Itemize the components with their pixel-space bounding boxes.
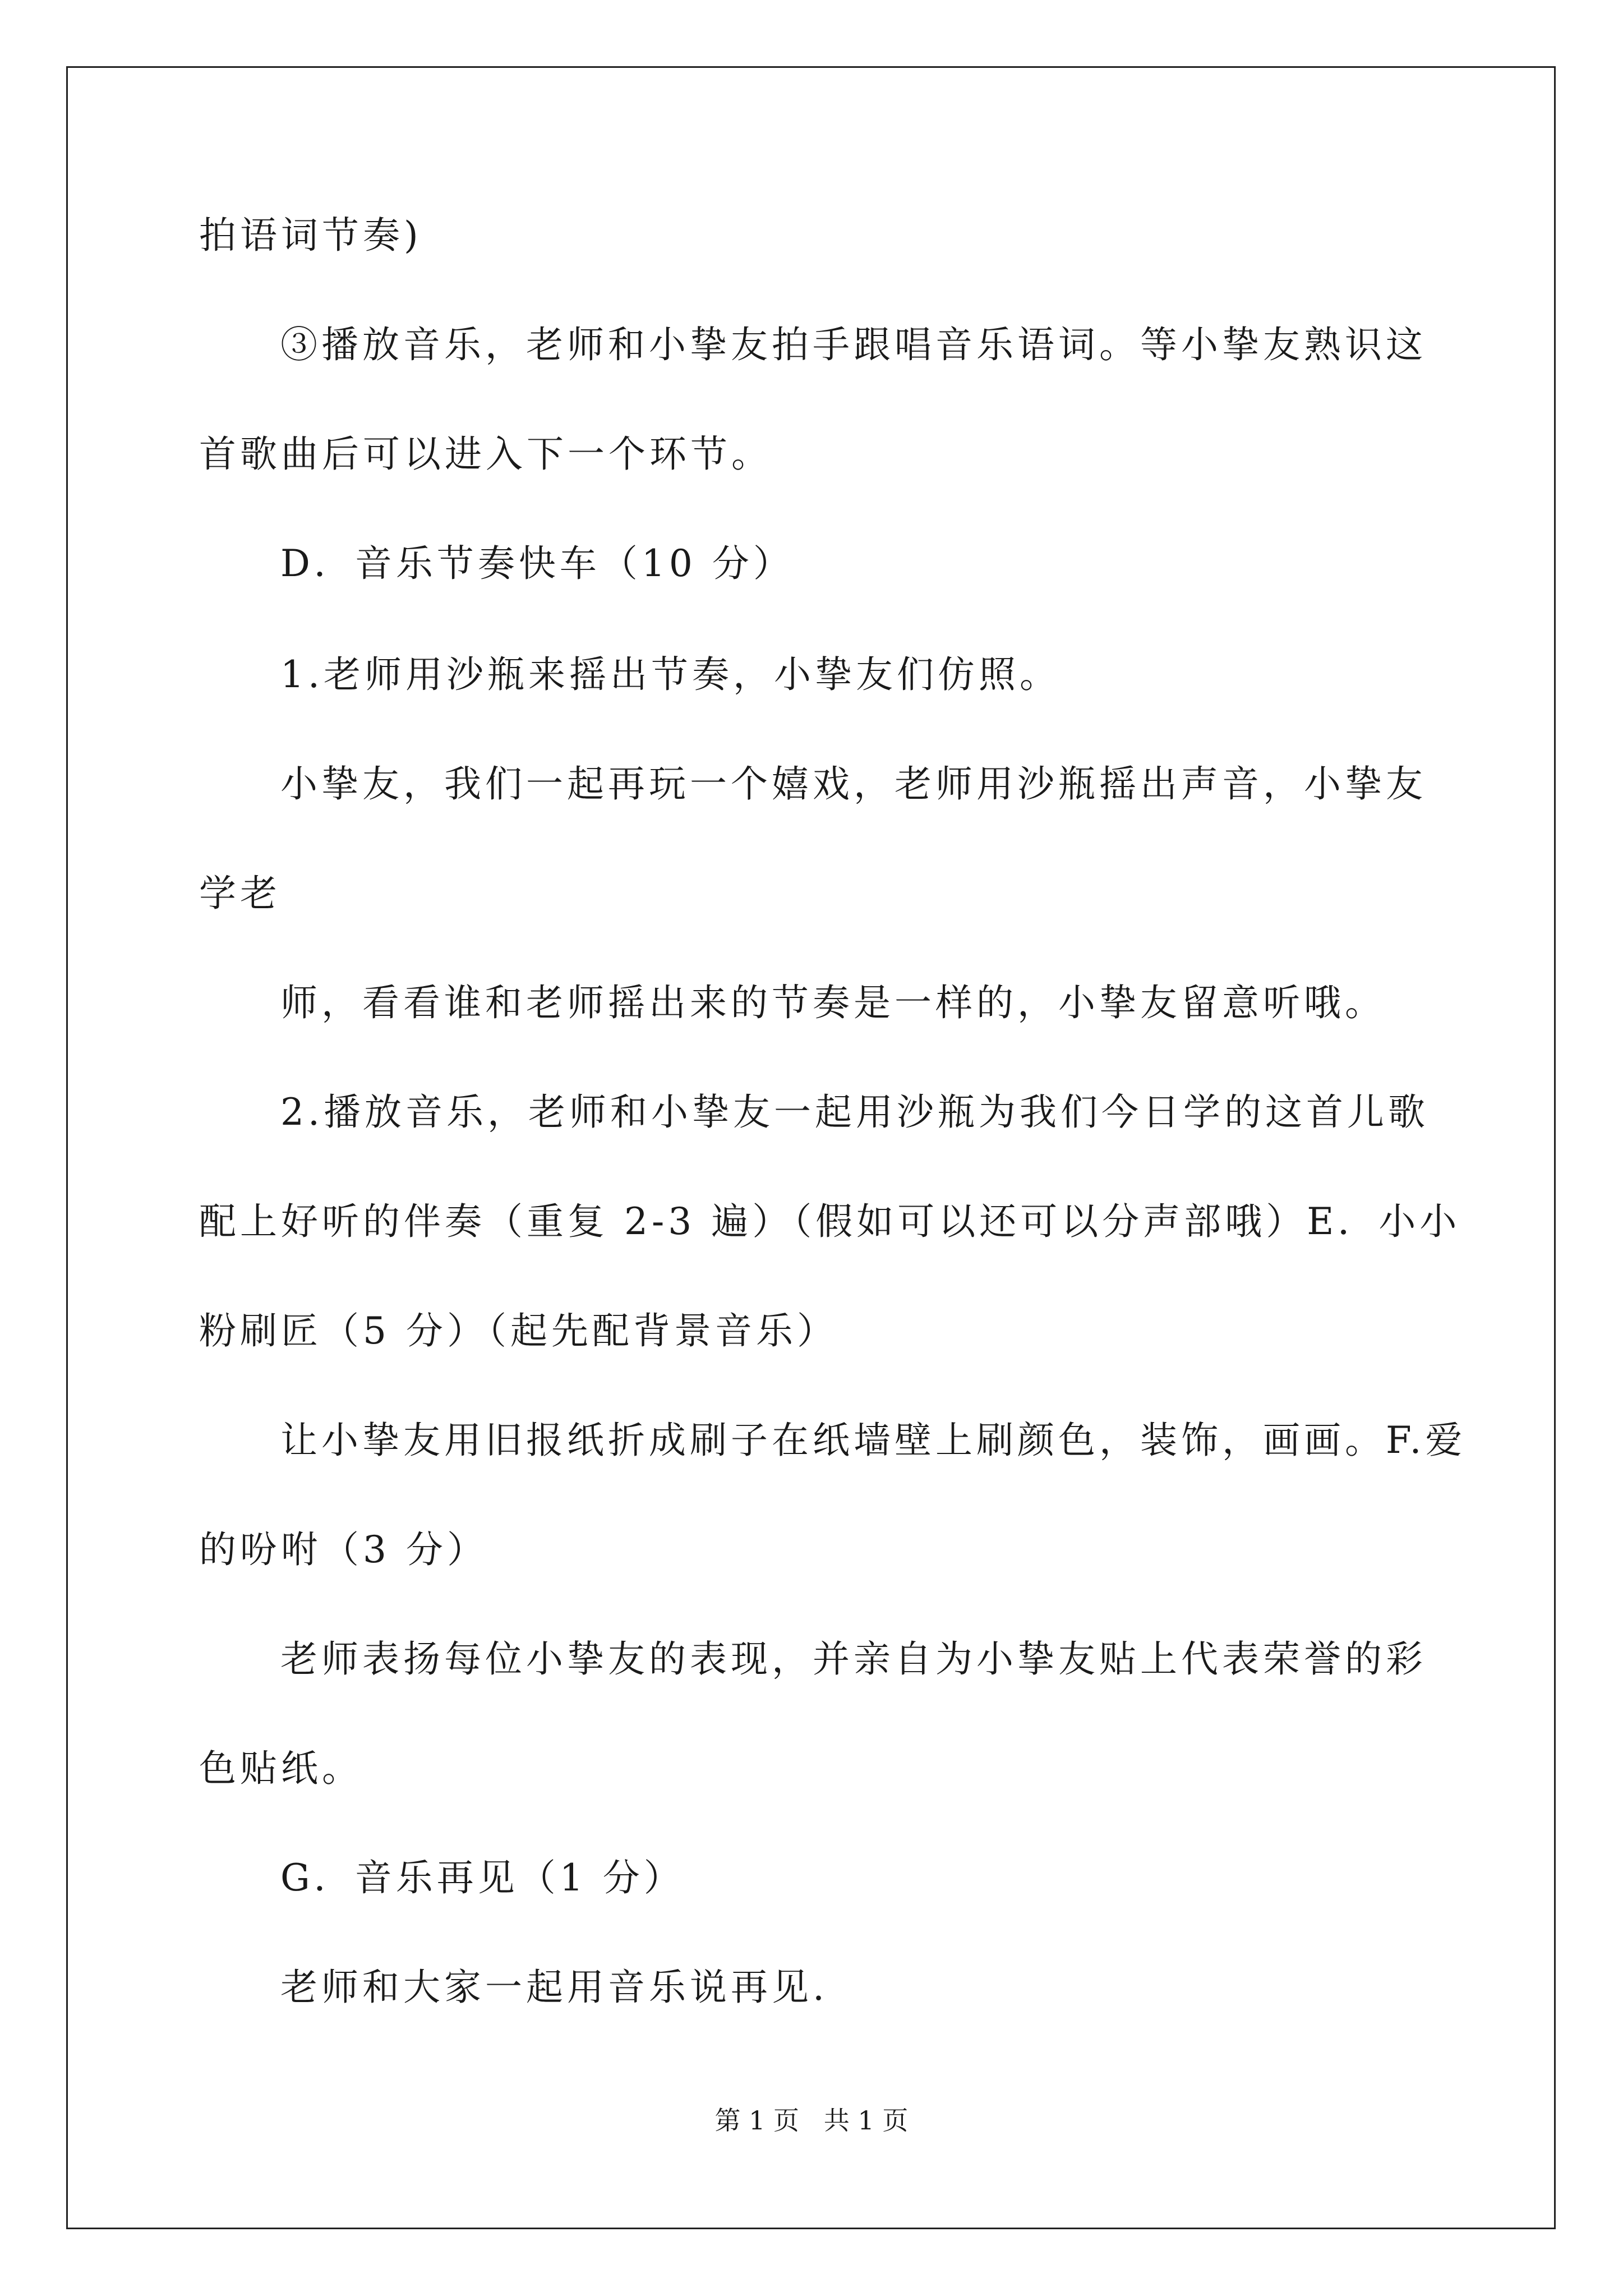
text-line-5: 1.老师用沙瓶来摇出节奏，小挚友们仿照。 [280, 653, 1061, 696]
text-line-2: ③播放音乐，老师和小挚友拍手跟唱音乐语词。等小挚友熟识这 [280, 323, 1427, 366]
text-line-16: G．音乐再见（1 分） [280, 1856, 685, 1899]
text-line-9: 2.播放音乐，老师和小挚友一起用沙瓶为我们今日学的这首儿歌 [280, 1091, 1429, 1134]
text-line-11: 粉刷匠（5 分）（起先配背景音乐） [199, 1309, 838, 1352]
text-line-7: 学老 [199, 872, 281, 915]
text-line-12: 让小挚友用旧报纸折成刷子在纸墙壁上刷颜色，装饰，画画。F.爱 [280, 1419, 1467, 1462]
page-border [66, 66, 1556, 2229]
text-line-8: 师，看看谁和老师摇出来的节奏是一样的，小挚友留意听哦。 [280, 981, 1386, 1024]
text-line-4: D．音乐节奏快车（10 分） [280, 542, 794, 585]
text-line-6: 小挚友，我们一起再玩一个嬉戏，老师用沙瓶摇出声音，小挚友 [280, 762, 1427, 806]
page-footer: 第 1 页 共 1 页 [714, 2105, 909, 2136]
text-line-3: 首歌曲后可以进入下一个环节。 [199, 432, 772, 476]
text-line-17: 老师和大家一起用音乐说再见. [280, 1966, 828, 2009]
text-line-14: 老师表扬每位小挚友的表现，并亲自为小挚友贴上代表荣誉的彩 [280, 1637, 1427, 1681]
text-line-10: 配上好听的伴奏（重复 2-3 遍）（假如可以还可以分声部哦）E．小小 [199, 1200, 1461, 1243]
text-line-15: 色贴纸。 [199, 1747, 363, 1790]
text-line-13: 的吩咐（3 分） [199, 1528, 488, 1571]
text-line-1: 拍语词节奏) [199, 214, 422, 257]
